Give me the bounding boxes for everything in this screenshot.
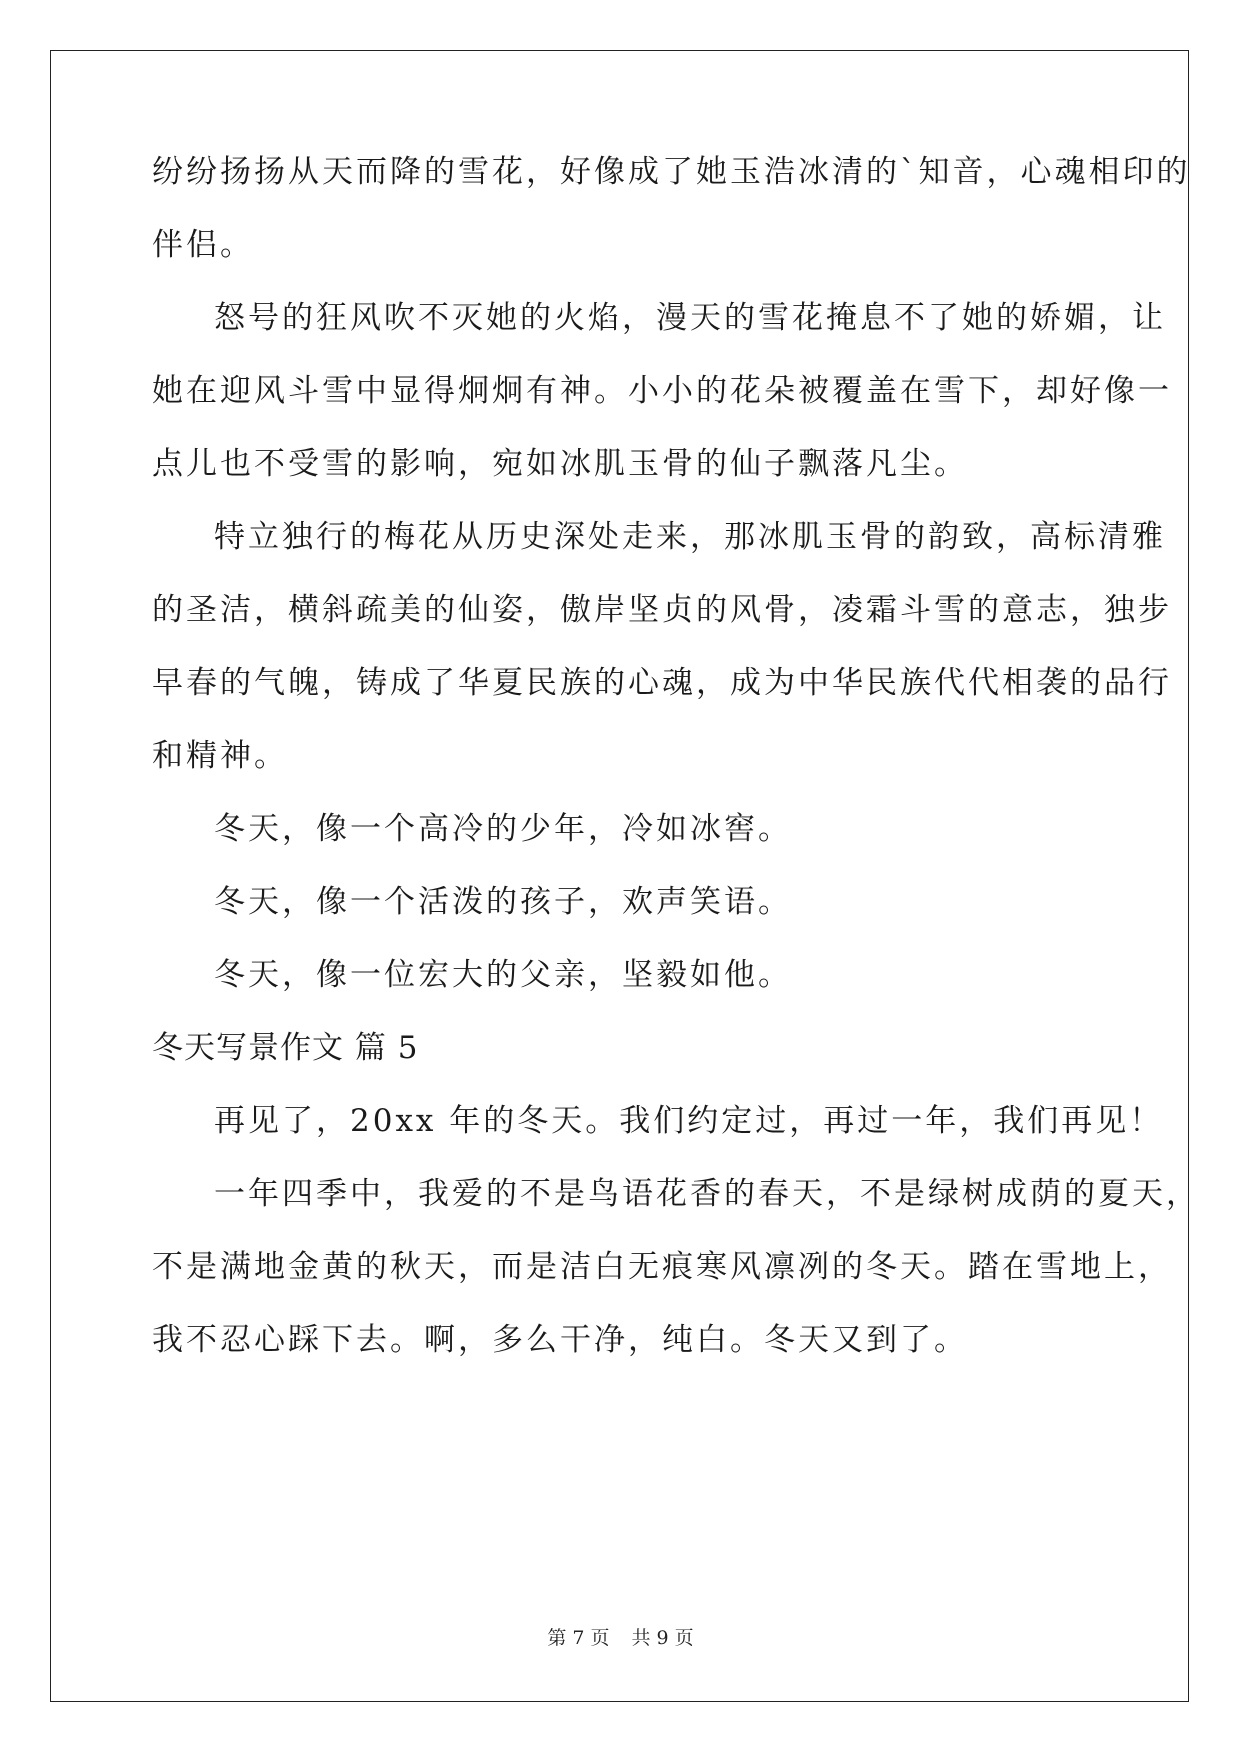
paragraph-line: 我不忍心踩下去。啊，多么干净，纯白。冬天又到了。 bbox=[152, 1322, 968, 1358]
paragraph-line: 纷纷扬扬从天而降的雪花，好像成了她玉浩冰清的`知音，心魂相印的 bbox=[152, 154, 1191, 190]
paragraph-line: 冬天，像一位宏大的父亲，坚毅如他。 bbox=[214, 957, 792, 993]
total-pages: 共 9 页 bbox=[631, 1627, 694, 1649]
paragraph-line: 的圣洁，横斜疏美的仙姿，傲岸坚贞的风骨，凌霜斗雪的意志，独步 bbox=[152, 592, 1172, 628]
paragraph-line: 和精神。 bbox=[152, 738, 288, 774]
paragraph-line: 怒号的狂风吹不灭她的火焰，漫天的雪花掩息不了她的娇媚，让 bbox=[214, 300, 1166, 336]
paragraph-line: 特立独行的梅花从历史深处走来，那冰肌玉骨的韵致，高标清雅 bbox=[214, 519, 1166, 555]
paragraph-line: 伴侣。 bbox=[152, 227, 254, 263]
paragraph-line: 再见了，20xx 年的冬天。我们约定过，再过一年，我们再见！ bbox=[214, 1103, 1164, 1139]
current-page-number: 第 7 页 bbox=[547, 1627, 610, 1649]
paragraph-line: 早春的气魄，铸成了华夏民族的心魂，成为中华民族代代相袭的品行 bbox=[152, 665, 1172, 701]
paragraph-line: 一年四季中，我爱的不是鸟语花香的春天，不是绿树成荫的夏天， bbox=[214, 1176, 1200, 1212]
paragraph-line: 冬天，像一个活泼的孩子，欢声笑语。 bbox=[214, 884, 792, 920]
page-footer bbox=[0, 1626, 1241, 1650]
paragraph-line: 冬天，像一个高冷的少年，冷如冰窖。 bbox=[214, 811, 792, 847]
paragraph-line: 不是满地金黄的秋天，而是洁白无痕寒风凛冽的冬天。踏在雪地上， bbox=[152, 1249, 1172, 1285]
paragraph-line: 点儿也不受雪的影响，宛如冰肌玉骨的仙子飘落凡尘。 bbox=[152, 446, 968, 482]
section-heading: 冬天写景作文 篇 5 bbox=[152, 1030, 419, 1066]
paragraph-line: 她在迎风斗雪中显得炯炯有神。小小的花朵被覆盖在雪下，却好像一 bbox=[152, 373, 1172, 409]
